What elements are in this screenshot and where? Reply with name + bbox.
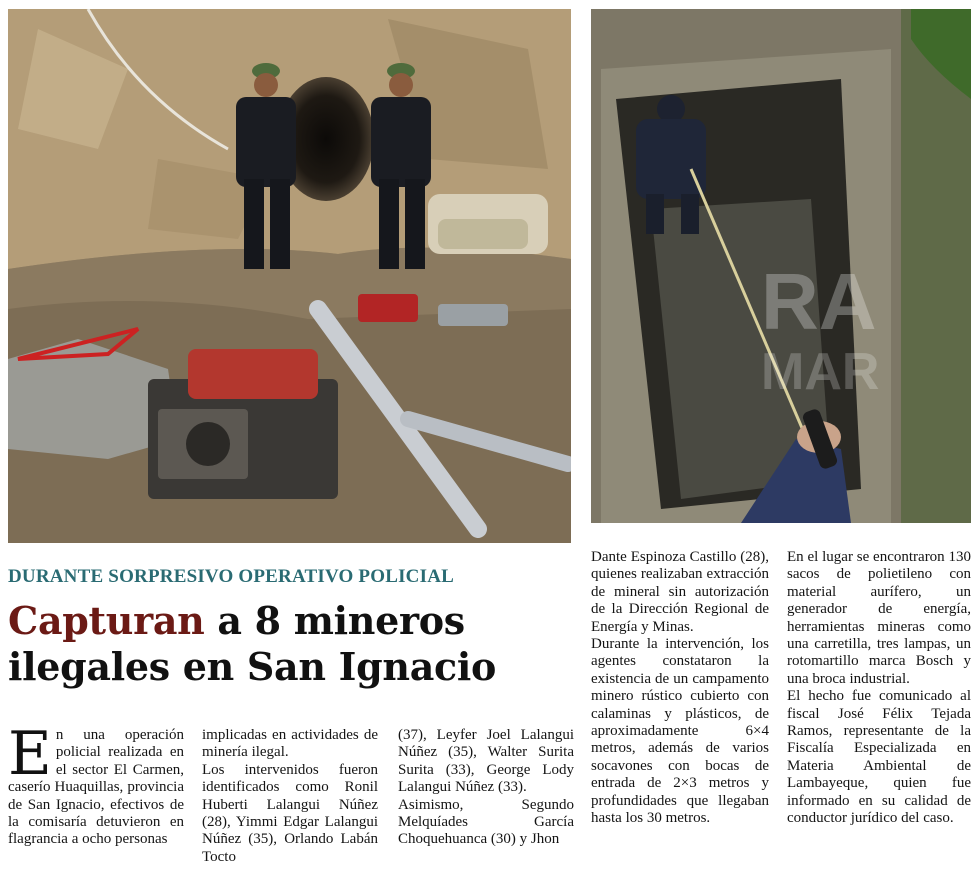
article-column-2 [202,727,378,866]
watermark-text-2: MAR [761,343,880,401]
article-column-5 [787,549,971,828]
headline-accent: Capturan [8,598,205,643]
column-3-text: (37), Leyfer Joel Lalangui Núñez (35), Walter Surita Surita (33), George Lody Lalangui Núñez (33). Asimismo, Segundo Melquíades García Choquehuanca (30) y Jhon [398,727,574,848]
mine-entrance-illustration [8,9,571,543]
column-5-text: En el lugar se encontraron 130 sacos de polietileno con material aurífero, un generador de energía, herramientas mineras como una carretilla, tres lampas, un rotomartillo marca Bosch y una broca industrial. El hecho fue comunicado al fiscal José Félix Tejada Ramos, representante de la Fiscalía Especializada en Materia Ambiental de Lambayeque, quien fue informado en su calidad de conductor jurídico del caso. [787,549,971,827]
article-column-1 [8,719,184,849]
watermark-text: RA [761,257,877,346]
column-2-text: implicadas en actividades de minería ilegal. Los intervenidos fueron identificados como Ronil Huberti Lalangui Núñez (28), Yimmi Edgar Lalangui Núñez (35), Orlando Labán Tocto [202,727,378,865]
headline-line2: ilegales en San Ignacio [8,644,497,689]
headline-line1-rest: a 8 mineros [204,598,465,643]
mine-shaft-illustration [591,9,971,523]
column-1-text: n una operación policial realizada en el sector El Carmen, caserío Huaquillas, provincia de San Ignacio, efectivos de la comisaría detuvieron en flagrancia a ocho personas [8,727,184,848]
article-column-3 [398,727,574,849]
article-kicker: DURANTE SORPRESIVO OPERATIVO POLICIAL [8,566,454,587]
photo-mine-shaft [591,9,971,523]
article-column-4 [591,549,769,828]
column-4-text: Dante Espinoza Castillo (28), quienes realizaban extracción de mineral sin autorización de la Dirección Regional de Energía y Minas. Durante la intervención, los agentes constataron la existencia de un campamento minero rústico cubierto con calaminas y plásticos, de aproximadamente 6×4 metros, además de varios socavones con bocas de entrada de 2×3 metros y profundidades que llegaban hasta los 30 metros. [591,549,769,827]
drop-cap: E [8,719,52,789]
article-headline [8,598,578,690]
photo-mine-entrance [8,9,571,543]
